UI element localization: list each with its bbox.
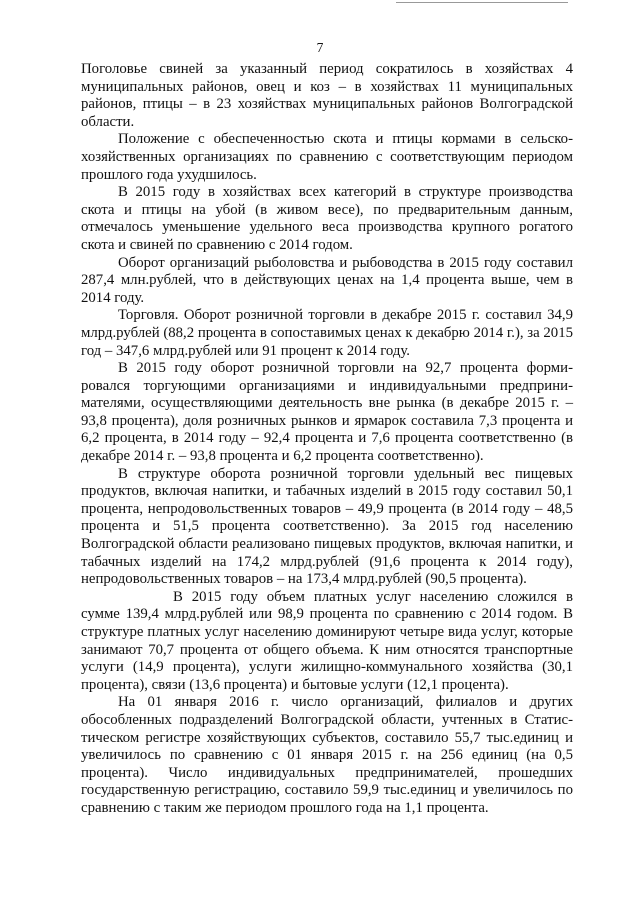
paragraph-retail-goods-share: В структуре оборота розничной торговли удельный вес пищевых продуктов, включая напитки, и табачных изделий в 2015 году составил 50,1 процента, непродовольственных товаров – 49,9 процента (в 2014 году – 48,5 процента и 51,5 процента соответственно). За 2015 год населению Волгоградской области реализовано пищевых продуктов, включая напитки, и табачных изделий на 174,2 млрд.рублей (91,6 процента к 2014 году), непродовольственных товаров – на 173,4 млрд.рублей (90,5 процента). bbox=[81, 465, 573, 588]
paragraph-feed-supply: Положение с обеспеченностью скота и птицы кормами в сельскохозяйственных организациях по сравнению с соответствующим периодом прошлого года ухудшилось. bbox=[81, 131, 573, 183]
paragraph-livestock-pigs: Поголовье свиней за указанный период сократилось в хозяйствах 4 муниципальных районов, овец и коз – в хозяйствах 11 муниципальных районов, птицы – в 23 хозяйствах муниципальных районов Волгоградской области. bbox=[81, 61, 573, 130]
paragraph-paid-services: В 2015 году объем платных услуг населению сложился в сумме 139,4 млрд.рублей или 98,9 процента по сравнению с 2014 годом. В структуре платных услуг населению доминируют четыре вида услуг, которые занимают 70,7 процента от общего объема. К ним относятся транспортные услуги (14,9 процента), услуги жилищно-коммунального хозяйства (30,1 процента), связи (13,6 процента) и бытовые услуги (12,1 процента). bbox=[81, 588, 573, 693]
document-body bbox=[81, 61, 573, 818]
paragraph-fishery-turnover: Оборот организаций рыболовства и рыбоводства в 2015 году составил 287,4 млн.рублей, что в действующих ценах на 1,4 процента выше, чем в 2014 году. bbox=[81, 254, 573, 306]
top-rule bbox=[396, 2, 568, 3]
paragraph-trade-turnover: Торговля. Оборот розничной торговли в декабре 2015 г. составил 34,9 млрд.рублей (88,2 процента в сопоставимых ценах к декабрю 2014 г.), за 2015 год – 347,6 млрд.рублей или 91 процент к 2014 году. bbox=[81, 307, 573, 359]
paragraph-retail-structure: В 2015 году оборот розничной торговли на 92,7 процента формировался торгующими организациями и индивидуальными предпринимателями, осуществляющими деятельность вне рынка (в декабре 2015 г. – 93,8 процента), доля розничных рынков и ярмарок составила 7,3 процента и 6,2 процента, в 2014 году – 92,4 процента и 7,6 процента соответственно (в декабре 2014 г. – 93,8 процента и 6,2 процента соответственно). bbox=[81, 360, 573, 465]
paragraph-business-register: На 01 января 2016 г. число организаций, филиалов и других обособленных подразделений Волгоградской области, учтенных в Статистическом регистре хозяйствующих субъектов, составило 55,7 тыс.единиц и увеличилось по сравнению с 01 января 2015 г. на 256 единиц (на 0,5 процента). Число индивидуальных предпринимателей, прошедших государственную регистрацию, составило 59,9 тыс.единиц и увеличилось по сравнению с таким же периодом прошлого года на 1,1 процента. bbox=[81, 694, 573, 816]
paragraph-slaughter-structure: В 2015 году в хозяйствах всех категорий в структуре производства скота и птицы на убой (в живом весе), по предварительным данным, отмечалось уменьшение удельного веса производства крупного рогатого скота и свиней по сравнению с 2014 годом. bbox=[81, 184, 573, 253]
page-number: 7 bbox=[316, 40, 324, 55]
